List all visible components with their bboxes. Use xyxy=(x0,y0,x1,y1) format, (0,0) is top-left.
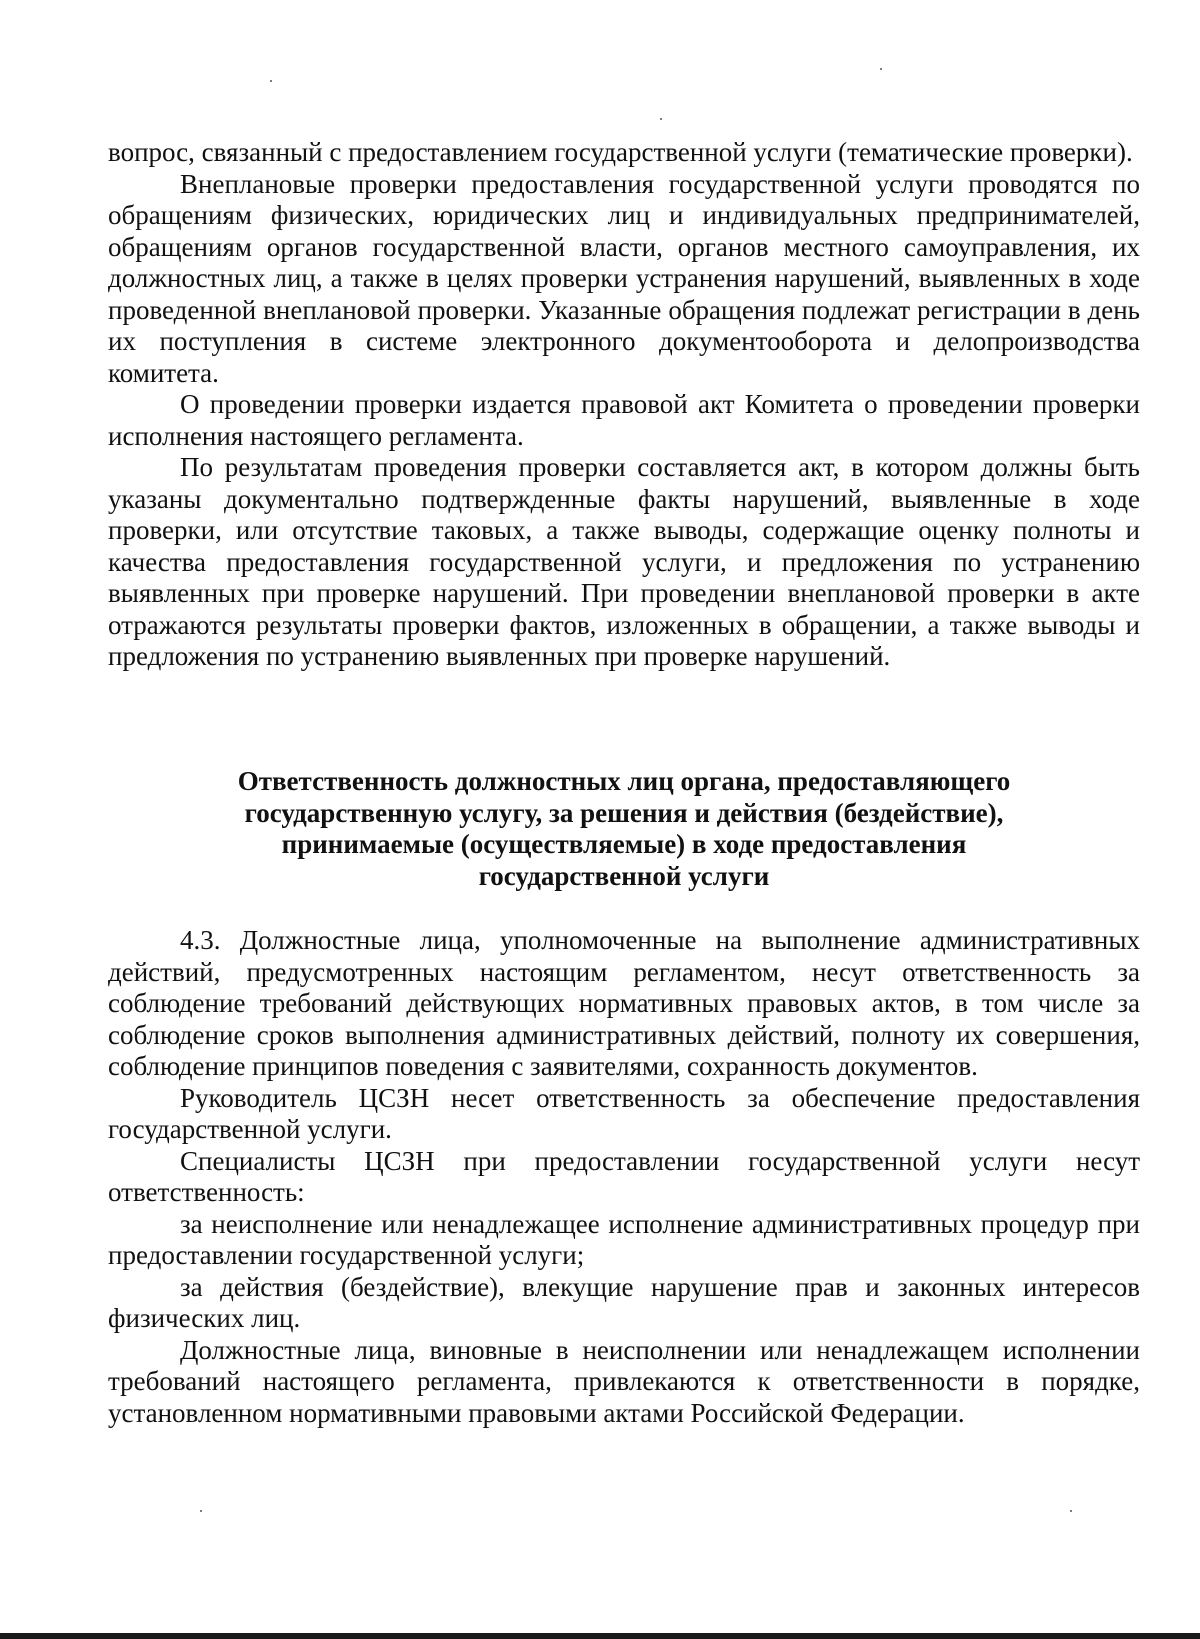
heading-line: принимаемые (осуществляемые) в ходе предоставления xyxy=(281,829,967,859)
scan-speck xyxy=(1070,1510,1072,1512)
body-section-inspections xyxy=(108,137,1140,673)
scan-speck xyxy=(200,1510,202,1512)
body-section-responsibility xyxy=(108,925,1140,1429)
paragraph-legal-act: О проведении проверки издается правовой акт Комитета о проведении проверки исполнения настоящего регламента. xyxy=(108,389,1140,451)
scan-speck xyxy=(660,118,662,120)
paragraph-inspection-act: По результатам проведения проверки составляется акт, в котором должны быть указаны документально подтвержденные факты нарушений, выявленные в ходе проверки, или отсутствие таковых, а также выводы, содержащие оценку полноты и качества предоставления государственной услуги, и предложения по устранению выявленных при проверке нарушений. При проведении внеплановой проверки в акте отражаются результаты проверки фактов, изложенных в обращении, а также выводы и предложения по устранению выявленных при проверке нарушений. xyxy=(108,452,1140,671)
paragraph-officials-responsibility: 4.3. Должностные лица, уполномоченные на выполнение административных действий, предусмотренных настоящим регламентом, несут ответственность за соблюдение требований действующих нормативных правовых актов, в том числе за соблюдение сроков выполнения административных действий, полноту их совершения, соблюдение принципов поведения с заявителями, сохранность документов. xyxy=(108,925,1140,1081)
section-heading xyxy=(108,766,1140,892)
heading-line: государственную услугу, за решения и действия (бездействие), xyxy=(244,797,1004,828)
scan-edge-bar xyxy=(0,1633,1200,1639)
paragraph-liability: Должностные лица, виновные в неисполнении или ненадлежащем исполнении требований настоящего регламента, привлекаются к ответственности в порядке, установленном нормативными правовыми актами Российской Федерации. xyxy=(108,1334,1140,1428)
paragraph-unscheduled-checks: Внеплановые проверки предоставления государственной услуги проводятся по обращениям физических, юридических лиц и индивидуальных предпринимателей, обращениям органов государственной власти, органов местного самоуправления, их должностных лиц, а также в целях проверки устранения нарушений, выявленных в ходе проведенной внеплановой проверки. Указанные обращения подлежат регистрации в день их поступления в системе электронного документооборота и делопроизводства комитета. xyxy=(108,168,1140,388)
paragraph-head-responsibility: Руководитель ЦСЗН несет ответственность за обеспечение предоставления государственной услуги. xyxy=(108,1082,1140,1144)
paragraph-specialists-responsibility: Специалисты ЦСЗН при предоставлении государственной услуги несут ответственность: xyxy=(108,1145,1140,1207)
scan-speck xyxy=(880,68,882,70)
scan-speck xyxy=(270,80,272,82)
heading-line: государственной услуги xyxy=(478,860,770,891)
paragraph-actions: за действия (бездействие), влекущие нарушение прав и законных интересов физических лиц. xyxy=(108,1271,1140,1333)
paragraph-thematic-checks: вопрос, связанный с предоставлением государственной услуги (тематические проверки). xyxy=(108,137,1133,167)
paragraph-procedures: за неисполнение или ненадлежащее исполнение административных процедур при предоставлении государственной услуги; xyxy=(108,1208,1140,1270)
heading-line: Ответственность должностных лиц органа, предоставляющего xyxy=(237,766,1011,796)
